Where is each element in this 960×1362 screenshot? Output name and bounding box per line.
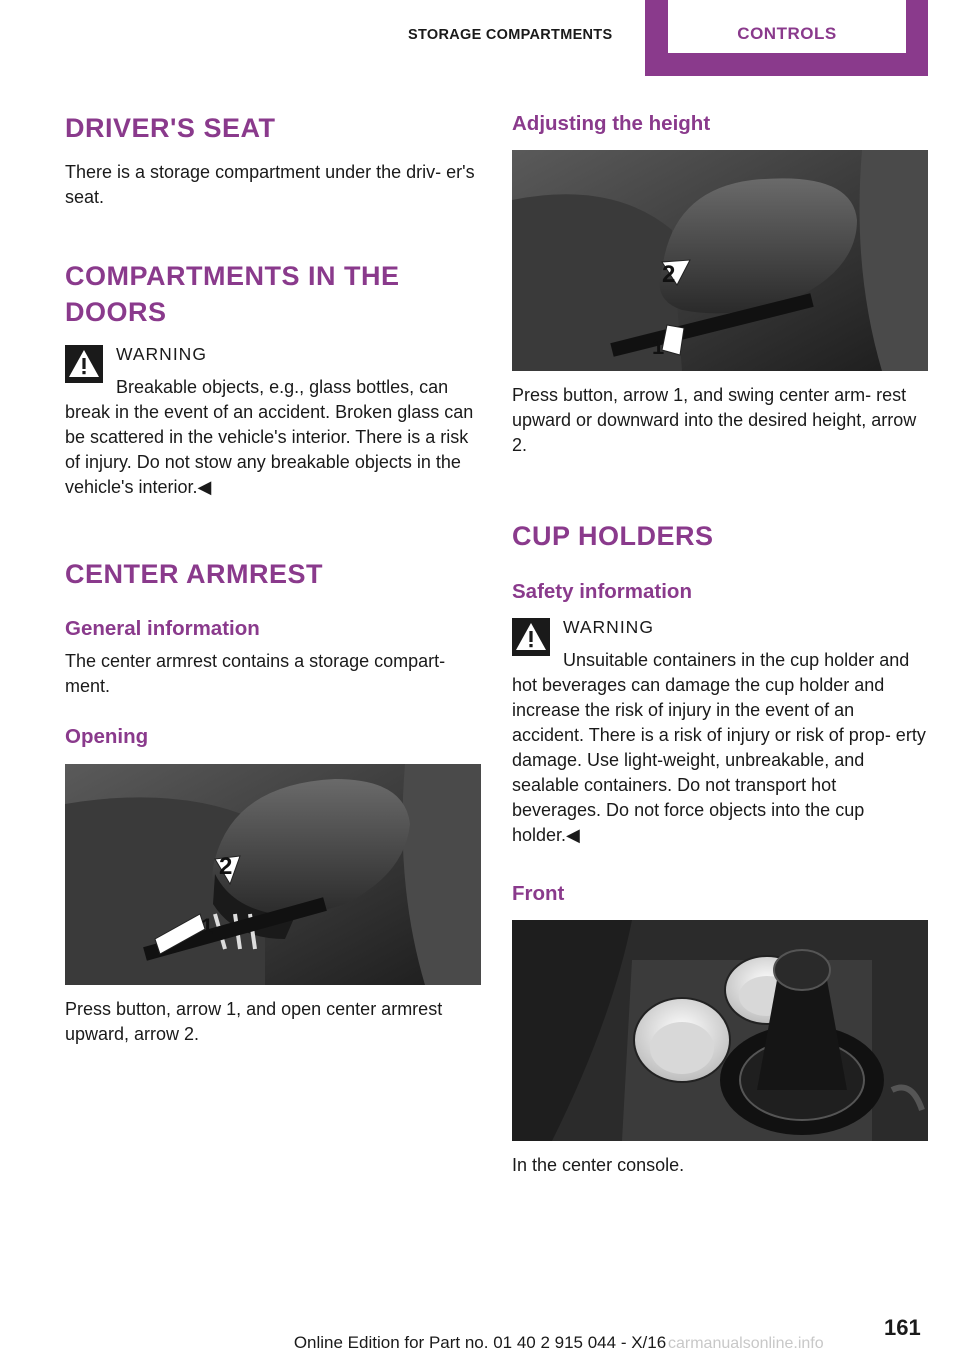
front-caption: In the center console. [512,1155,685,1175]
drivers-seat-heading: DRIVER'S SEAT [65,113,276,143]
cup-holders-heading: CUP HOLDERS [512,521,714,551]
front-heading: Front [512,882,565,905]
chapter-tab-label: CONTROLS [737,24,837,43]
doors-heading-line2: DOORS [65,297,167,327]
drivers-seat-text: There is a storage compartment under the driv‐ er's seat. [65,162,475,207]
doors-heading-line1: COMPARTMENTS IN THE [65,261,400,291]
cup-warning-label: WARNING [563,617,654,637]
armrest-opening-photo [65,764,481,985]
page-number: 161 [884,1315,921,1340]
doors-warning-label: WARNING [116,344,207,364]
adjusting-height-heading: Adjusting the height [512,112,711,135]
edition-footer: Online Edition for Part no. 01 40 2 915 044 - X/16 [293,1333,667,1352]
cup-holder-front-photo [512,920,928,1141]
doors-warning-text: Breakable objects, e.g., glass bottles, can break in the event of an accident. Broken glass can be scattered in the vehicle's interior. There is a risk of injury. Do not stow any breakable objects in the vehicle's interior.◀ [65,377,474,497]
cup-warning-text: Unsuitable containers in the cup holder and hot beverages can damage the cup holder and increase the risk of injury in the event of an accident. There is a risk of injury or risk of prop‐ erty damage. Use light-weight, unbreakable, and sealable containers. Do not transport hot beverages. Do not force objects into the cup holder.◀ [512,650,926,845]
opening-caption: Press button, arrow 1, and open center armrest upward, arrow 2. [65,999,443,1044]
watermark: carmanualsonline.info [668,1335,824,1352]
center-armrest-heading: CENTER ARMREST [65,559,324,589]
arrow-1-label: 1 [652,334,665,359]
general-information-text: The center armrest contains a storage compart‐ ment. [65,651,446,696]
safety-information-heading: Safety information [512,580,692,603]
opening-heading: Opening [65,725,149,748]
arrow-1-label: 1 [201,914,214,939]
adjusting-height-caption: Press button, arrow 1, and swing center arm‐ rest upward or downward into the desired height, arrow 2. [512,385,917,455]
running-header-section: STORAGE COMPARTMENTS [408,27,613,43]
arrow-2-label: 2 [662,261,676,288]
general-information-heading: General information [65,617,260,640]
arrow-2-label: 2 [219,853,233,880]
armrest-height-photo [512,150,928,371]
